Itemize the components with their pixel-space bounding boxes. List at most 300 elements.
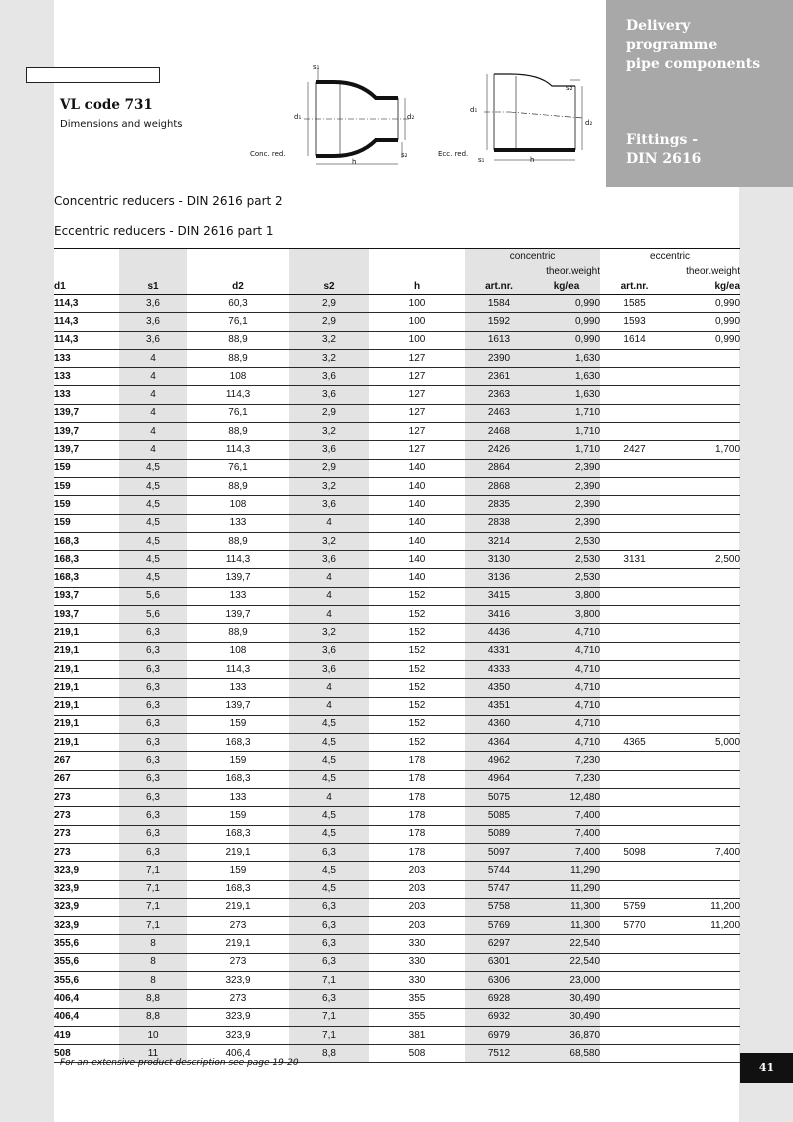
cell-d2: 76,1	[187, 313, 289, 331]
cell-s1: 4	[119, 349, 187, 367]
cell-art-nr-concentric: 4350	[465, 679, 533, 697]
cell-art-nr-eccentric	[600, 1008, 669, 1026]
cell-art-nr-concentric: 6928	[465, 990, 533, 1008]
cell-s1: 6,3	[119, 660, 187, 678]
cell-art-nr-eccentric	[600, 423, 669, 441]
cell-d1: 133	[54, 368, 119, 386]
cell-s2: 2,9	[289, 404, 369, 422]
cell-h: 355	[369, 990, 465, 1008]
cell-h: 140	[369, 459, 465, 477]
cell-h: 152	[369, 660, 465, 678]
cell-h: 127	[369, 368, 465, 386]
cell-kg-ea-eccentric: 11,200	[669, 898, 740, 916]
cell-s2: 4,5	[289, 715, 369, 733]
cell-d1: 419	[54, 1026, 119, 1044]
cell-kg-ea-concentric: 0,990	[533, 313, 600, 331]
cell-d2: 273	[187, 990, 289, 1008]
table-row	[54, 715, 740, 733]
cell-s1: 6,3	[119, 825, 187, 843]
cell-s2: 3,2	[289, 423, 369, 441]
cell-art-nr-eccentric: 1614	[600, 331, 669, 349]
cell-d2: 108	[187, 642, 289, 660]
cell-kg-ea-eccentric	[669, 477, 740, 495]
table-row	[54, 514, 740, 532]
cell-kg-ea-concentric: 2,530	[533, 551, 600, 569]
cell-art-nr-eccentric	[600, 807, 669, 825]
cell-d2: 114,3	[187, 551, 289, 569]
cell-kg-ea-eccentric	[669, 953, 740, 971]
cell-h: 140	[369, 514, 465, 532]
cell-kg-ea-concentric: 30,490	[533, 990, 600, 1008]
cell-d1: 273	[54, 789, 119, 807]
cell-d2: 139,7	[187, 606, 289, 624]
cell-h: 178	[369, 843, 465, 861]
cell-art-nr-concentric: 5085	[465, 807, 533, 825]
cell-kg-ea-eccentric	[669, 624, 740, 642]
table-row	[54, 752, 740, 770]
cell-art-nr-eccentric	[600, 514, 669, 532]
cell-s1: 3,6	[119, 295, 187, 313]
cell-h: 381	[369, 1026, 465, 1044]
cell-kg-ea-concentric: 2,530	[533, 569, 600, 587]
cell-d1: 219,1	[54, 660, 119, 678]
cell-kg-ea-concentric: 7,230	[533, 752, 600, 770]
cell-s1: 10	[119, 1026, 187, 1044]
cell-art-nr-concentric: 3416	[465, 606, 533, 624]
cell-s2: 4,5	[289, 880, 369, 898]
cell-h: 127	[369, 386, 465, 404]
cell-s2: 4,5	[289, 862, 369, 880]
conc-label-d2: d₂	[407, 113, 415, 121]
section-line-2: DIN 2616	[626, 151, 702, 167]
cell-kg-ea-concentric: 30,490	[533, 1008, 600, 1026]
cell-art-nr-concentric: 5097	[465, 843, 533, 861]
table-body	[54, 295, 740, 1063]
cell-art-nr-eccentric	[600, 880, 669, 898]
cell-art-nr-eccentric: 3131	[600, 551, 669, 569]
cell-art-nr-concentric: 2838	[465, 514, 533, 532]
cell-d1: 159	[54, 477, 119, 495]
cell-d1: 139,7	[54, 404, 119, 422]
table-row	[54, 459, 740, 477]
cell-kg-ea-eccentric	[669, 862, 740, 880]
cell-d2: 219,1	[187, 935, 289, 953]
table-row	[54, 587, 740, 605]
cell-s1: 6,3	[119, 752, 187, 770]
cell-d2: 114,3	[187, 660, 289, 678]
cell-d1: 323,9	[54, 862, 119, 880]
cell-kg-ea-concentric: 22,540	[533, 953, 600, 971]
cell-s2: 6,3	[289, 953, 369, 971]
cell-s1: 3,6	[119, 331, 187, 349]
cell-s2: 6,3	[289, 898, 369, 916]
table-row	[54, 770, 740, 788]
cell-art-nr-eccentric	[600, 971, 669, 989]
cell-d1: 323,9	[54, 917, 119, 935]
cell-d1: 219,1	[54, 734, 119, 752]
header-s2: s2	[289, 279, 369, 295]
cell-h: 178	[369, 807, 465, 825]
cell-kg-ea-concentric: 3,800	[533, 606, 600, 624]
cell-s1: 8,8	[119, 990, 187, 1008]
cell-kg-ea-eccentric: 1,700	[669, 441, 740, 459]
cell-art-nr-eccentric	[600, 770, 669, 788]
cell-s1: 4,5	[119, 459, 187, 477]
cell-art-nr-concentric: 3415	[465, 587, 533, 605]
cell-d2: 273	[187, 953, 289, 971]
table-row	[54, 971, 740, 989]
cell-kg-ea-eccentric	[669, 642, 740, 660]
table-row	[54, 789, 740, 807]
cell-art-nr-concentric: 1613	[465, 331, 533, 349]
cell-s2: 4,5	[289, 807, 369, 825]
cell-kg-ea-eccentric	[669, 990, 740, 1008]
cell-kg-ea-concentric: 11,300	[533, 898, 600, 916]
cell-s1: 7,1	[119, 917, 187, 935]
cell-s1: 4,5	[119, 477, 187, 495]
cell-art-nr-concentric: 4360	[465, 715, 533, 733]
cell-kg-ea-concentric: 2,390	[533, 477, 600, 495]
cell-art-nr-eccentric: 1593	[600, 313, 669, 331]
cell-h: 140	[369, 569, 465, 587]
cell-s1: 4,5	[119, 514, 187, 532]
cell-s2: 4	[289, 569, 369, 587]
table-row	[54, 660, 740, 678]
table-row	[54, 935, 740, 953]
table-row	[54, 807, 740, 825]
cell-d1: 273	[54, 807, 119, 825]
cell-d1: 133	[54, 386, 119, 404]
cell-s1: 4,5	[119, 532, 187, 550]
cell-kg-ea-eccentric: 0,990	[669, 313, 740, 331]
cell-kg-ea-concentric: 11,290	[533, 862, 600, 880]
cell-kg-ea-eccentric: 11,200	[669, 917, 740, 935]
cell-d2: 76,1	[187, 404, 289, 422]
cell-d2: 88,9	[187, 477, 289, 495]
table-row	[54, 898, 740, 916]
ecc-red-label: Ecc. red.	[438, 150, 469, 158]
cell-h: 140	[369, 496, 465, 514]
cell-h: 152	[369, 587, 465, 605]
cell-art-nr-eccentric	[600, 404, 669, 422]
table-row	[54, 624, 740, 642]
ecc-label-d1: d₁	[470, 106, 478, 114]
cell-h: 178	[369, 825, 465, 843]
cell-kg-ea-eccentric	[669, 368, 740, 386]
cell-kg-ea-eccentric	[669, 459, 740, 477]
cell-kg-ea-eccentric	[669, 1026, 740, 1044]
cell-d1: 159	[54, 496, 119, 514]
table-row	[54, 386, 740, 404]
cell-kg-ea-concentric: 1,710	[533, 404, 600, 422]
cell-art-nr-concentric: 2864	[465, 459, 533, 477]
cell-art-nr-eccentric: 4365	[600, 734, 669, 752]
table-row	[54, 1008, 740, 1026]
subtitle: Dimensions and weights	[60, 119, 183, 130]
cell-d1: 219,1	[54, 715, 119, 733]
cell-d1: 323,9	[54, 898, 119, 916]
cell-art-nr-concentric: 4351	[465, 697, 533, 715]
cell-kg-ea-eccentric	[669, 715, 740, 733]
cell-d1: 219,1	[54, 624, 119, 642]
cell-d1: 159	[54, 459, 119, 477]
cell-art-nr-concentric: 2868	[465, 477, 533, 495]
cell-kg-ea-concentric: 36,870	[533, 1026, 600, 1044]
cell-kg-ea-concentric: 68,580	[533, 1045, 600, 1063]
cell-h: 152	[369, 624, 465, 642]
cell-d2: 88,9	[187, 331, 289, 349]
cell-d2: 323,9	[187, 1008, 289, 1026]
cell-art-nr-eccentric: 5759	[600, 898, 669, 916]
cell-d2: 168,3	[187, 734, 289, 752]
cell-s1: 6,3	[119, 807, 187, 825]
cell-art-nr-eccentric	[600, 368, 669, 386]
cell-art-nr-eccentric	[600, 752, 669, 770]
cell-d1: 168,3	[54, 532, 119, 550]
cell-d2: 168,3	[187, 880, 289, 898]
cell-d2: 159	[187, 752, 289, 770]
cell-d2: 108	[187, 368, 289, 386]
cell-art-nr-concentric: 4331	[465, 642, 533, 660]
cell-d1: 355,6	[54, 971, 119, 989]
cell-kg-ea-concentric: 2,390	[533, 459, 600, 477]
cell-s2: 4	[289, 789, 369, 807]
cell-d2: 168,3	[187, 825, 289, 843]
cell-kg-ea-concentric: 7,400	[533, 825, 600, 843]
cell-h: 100	[369, 331, 465, 349]
cell-s2: 7,1	[289, 971, 369, 989]
cell-s2: 4,5	[289, 770, 369, 788]
cell-d2: 76,1	[187, 459, 289, 477]
cell-d2: 159	[187, 862, 289, 880]
group-concentric: concentric	[465, 249, 600, 265]
cell-s2: 4	[289, 606, 369, 624]
cell-s2: 3,6	[289, 496, 369, 514]
cell-kg-ea-eccentric: 0,990	[669, 295, 740, 313]
cell-s1: 8	[119, 971, 187, 989]
cell-s1: 6,3	[119, 770, 187, 788]
cell-s1: 8	[119, 953, 187, 971]
cell-art-nr-eccentric	[600, 825, 669, 843]
cell-kg-ea-eccentric	[669, 404, 740, 422]
cell-s2: 2,9	[289, 295, 369, 313]
cell-art-nr-concentric: 5747	[465, 880, 533, 898]
cell-s1: 4	[119, 423, 187, 441]
cell-kg-ea-eccentric	[669, 496, 740, 514]
cell-art-nr-concentric: 6301	[465, 953, 533, 971]
cell-art-nr-eccentric	[600, 953, 669, 971]
cell-art-nr-concentric: 4333	[465, 660, 533, 678]
cell-s2: 3,6	[289, 660, 369, 678]
cell-art-nr-eccentric	[600, 624, 669, 642]
cell-kg-ea-concentric: 7,400	[533, 807, 600, 825]
cell-kg-ea-eccentric	[669, 423, 740, 441]
cell-h: 152	[369, 715, 465, 733]
cell-art-nr-concentric: 3136	[465, 569, 533, 587]
table-row	[54, 825, 740, 843]
cell-h: 127	[369, 441, 465, 459]
cell-art-nr-concentric: 2426	[465, 441, 533, 459]
cell-d2: 406,4	[187, 1045, 289, 1063]
cell-art-nr-concentric: 5744	[465, 862, 533, 880]
table-row	[54, 368, 740, 386]
cell-d2: 133	[187, 514, 289, 532]
cell-s1: 7,1	[119, 862, 187, 880]
title-eccentric: Eccentric reducers - DIN 2616 part 1	[54, 224, 274, 238]
cell-s2: 4	[289, 697, 369, 715]
cell-kg-ea-eccentric	[669, 807, 740, 825]
cell-kg-ea-eccentric	[669, 697, 740, 715]
cell-s1: 6,3	[119, 734, 187, 752]
cell-h: 203	[369, 862, 465, 880]
header-kg-ea-concentric: kg/ea	[533, 279, 600, 295]
cell-art-nr-concentric: 6297	[465, 935, 533, 953]
theor-weight-eccentric: theor.weight	[686, 266, 741, 277]
cell-kg-ea-eccentric	[669, 880, 740, 898]
cell-kg-ea-eccentric	[669, 935, 740, 953]
cell-d1: 355,6	[54, 953, 119, 971]
header-grey-box	[606, 0, 793, 187]
cell-d2: 60,3	[187, 295, 289, 313]
cell-d1: 355,6	[54, 935, 119, 953]
cell-art-nr-eccentric	[600, 459, 669, 477]
cell-art-nr-concentric: 3130	[465, 551, 533, 569]
cell-art-nr-concentric: 5769	[465, 917, 533, 935]
cell-s2: 4	[289, 587, 369, 605]
cell-s1: 4,5	[119, 496, 187, 514]
cell-kg-ea-eccentric	[669, 825, 740, 843]
brand-line-1: Delivery	[626, 18, 691, 34]
group-eccentric: eccentric	[600, 249, 740, 265]
cell-art-nr-concentric: 1584	[465, 295, 533, 313]
cell-kg-ea-eccentric	[669, 752, 740, 770]
cell-d1: 114,3	[54, 331, 119, 349]
right-margin-band	[739, 187, 793, 1122]
cell-d1: 406,4	[54, 990, 119, 1008]
cell-kg-ea-concentric: 2,390	[533, 496, 600, 514]
cell-kg-ea-concentric: 2,530	[533, 532, 600, 550]
cell-s2: 4,5	[289, 752, 369, 770]
cell-d1: 114,3	[54, 295, 119, 313]
cell-art-nr-concentric: 4964	[465, 770, 533, 788]
table-row	[54, 423, 740, 441]
header-art-nr-concentric: art.nr.	[465, 279, 533, 295]
table-row	[54, 843, 740, 861]
cell-art-nr-eccentric	[600, 477, 669, 495]
cell-art-nr-eccentric	[600, 862, 669, 880]
cell-art-nr-concentric: 4962	[465, 752, 533, 770]
conc-label-d1: d₁	[294, 113, 302, 121]
conc-red-label: Conc. red.	[250, 150, 286, 158]
cell-s1: 4	[119, 441, 187, 459]
cell-art-nr-eccentric	[600, 386, 669, 404]
table-row	[54, 1026, 740, 1044]
header-art-nr-eccentric: art.nr.	[600, 279, 669, 295]
table-row	[54, 862, 740, 880]
cell-art-nr-eccentric	[600, 715, 669, 733]
cell-kg-ea-eccentric	[669, 971, 740, 989]
cell-s1: 4	[119, 386, 187, 404]
title-concentric: Concentric reducers - DIN 2616 part 2	[54, 194, 283, 208]
conc-label-h: h	[352, 158, 357, 166]
cell-d1: 323,9	[54, 880, 119, 898]
cell-s1: 4,5	[119, 569, 187, 587]
cell-kg-ea-eccentric	[669, 660, 740, 678]
cell-art-nr-concentric: 1592	[465, 313, 533, 331]
cell-kg-ea-eccentric: 7,400	[669, 843, 740, 861]
cell-s1: 6,3	[119, 843, 187, 861]
table-row	[54, 953, 740, 971]
cell-s1: 6,3	[119, 697, 187, 715]
cell-s1: 11	[119, 1045, 187, 1063]
cell-kg-ea-eccentric	[669, 532, 740, 550]
cell-art-nr-concentric: 4436	[465, 624, 533, 642]
cell-s1: 6,3	[119, 789, 187, 807]
table-row	[54, 404, 740, 422]
cell-art-nr-concentric: 5075	[465, 789, 533, 807]
cell-h: 100	[369, 313, 465, 331]
cell-h: 203	[369, 917, 465, 935]
cell-s2: 8,8	[289, 1045, 369, 1063]
table-row	[54, 642, 740, 660]
cell-s1: 3,6	[119, 313, 187, 331]
cell-art-nr-eccentric	[600, 935, 669, 953]
cell-kg-ea-concentric: 23,000	[533, 971, 600, 989]
cell-s1: 6,3	[119, 642, 187, 660]
cell-s2: 3,6	[289, 386, 369, 404]
cell-s1: 6,3	[119, 679, 187, 697]
cell-art-nr-eccentric	[600, 606, 669, 624]
cell-s1: 6,3	[119, 715, 187, 733]
cell-kg-ea-concentric: 1,710	[533, 423, 600, 441]
cell-h: 152	[369, 606, 465, 624]
cell-s2: 3,6	[289, 441, 369, 459]
cell-kg-ea-concentric: 0,990	[533, 331, 600, 349]
cell-kg-ea-concentric: 7,230	[533, 770, 600, 788]
cell-art-nr-eccentric	[600, 990, 669, 1008]
cell-art-nr-concentric: 6979	[465, 1026, 533, 1044]
cell-art-nr-eccentric	[600, 789, 669, 807]
cell-d1: 139,7	[54, 441, 119, 459]
theor-weight-concentric: theor.weight	[533, 264, 600, 279]
cell-art-nr-concentric: 6306	[465, 971, 533, 989]
header-h: h	[369, 279, 465, 295]
cell-d2: 133	[187, 587, 289, 605]
cell-d1: 219,1	[54, 642, 119, 660]
cell-d1: 193,7	[54, 606, 119, 624]
vl-code: VL code 731	[60, 97, 153, 113]
section-line-1: Fittings -	[626, 132, 699, 148]
cell-kg-ea-eccentric	[669, 514, 740, 532]
table-row	[54, 917, 740, 935]
cell-kg-ea-concentric: 11,300	[533, 917, 600, 935]
cell-d2: 159	[187, 715, 289, 733]
cell-s2: 2,9	[289, 459, 369, 477]
cell-kg-ea-concentric: 4,710	[533, 734, 600, 752]
cell-art-nr-eccentric: 1585	[600, 295, 669, 313]
cell-s2: 3,2	[289, 331, 369, 349]
header-s1: s1	[119, 279, 187, 295]
cell-kg-ea-eccentric	[669, 569, 740, 587]
cell-art-nr-concentric: 2463	[465, 404, 533, 422]
cell-kg-ea-eccentric	[669, 679, 740, 697]
cell-art-nr-eccentric	[600, 679, 669, 697]
cell-d1: 267	[54, 752, 119, 770]
cell-kg-ea-concentric: 4,710	[533, 624, 600, 642]
cell-s2: 3,2	[289, 477, 369, 495]
header-kg-ea-eccentric: kg/ea	[669, 279, 740, 295]
cell-kg-ea-eccentric	[669, 386, 740, 404]
